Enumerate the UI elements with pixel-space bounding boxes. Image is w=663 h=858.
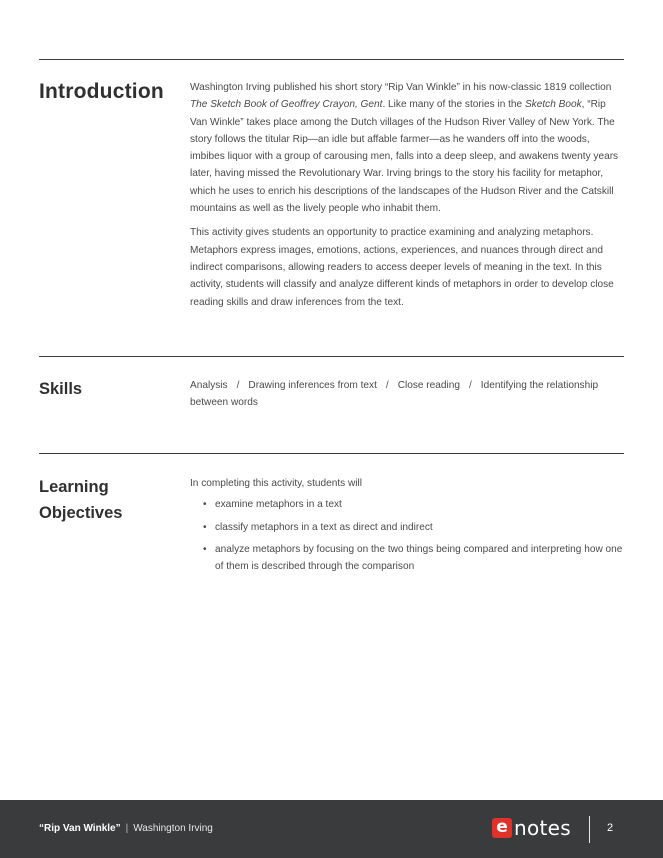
objectives-divider: [39, 453, 624, 454]
enotes-e-icon: e: [492, 818, 512, 838]
skill-separator: /: [468, 380, 472, 391]
skill-item: Identifying the relationship between words: [190, 380, 599, 409]
intro-text-a: Washington Irving published his short story “Rip Van Winkle” in his now-classic 1819 collection: [190, 82, 612, 93]
page-footer: [0, 800, 663, 858]
introduction-paragraph-1: [190, 79, 624, 217]
objectives-body: [190, 475, 624, 580]
skills-heading: Skills: [39, 380, 83, 398]
intro-book-title: The Sketch Book of Geoffrey Crayon, Gent: [190, 99, 383, 111]
intro-text-c: , “Rip Van Winkle” takes place among the Dutch villages of the Hudson River Valley of New York. The story follows the titular Rip—an idle but affable farmer—as he wanders off into the woods, imbibes liquor with a group of carousing men, falls into a deep sleep, and awakens twenty years later, having missed the Revolutionary War. Irving brings to the story his facility for metaphor, which he uses to enrich his descriptions of the landscapes of the Hudson River and the Catskill mountains as well as the lively people who inhabit them.: [190, 99, 619, 215]
footer-story-title: “Rip Van Winkle”: [39, 823, 121, 834]
introduction-paragraph-2: This activity gives students an opportunity to practice examining and analyzing metaphors. Metaphors express images, emotions, actions, experiences, and nuances through direct and indirect comparisons, allowing readers to access deeper levels of meaning in the text. In this activity, students will classify and analyze different kinds of metaphors in order to develop close reading skills and draw inferences from the text.: [190, 227, 614, 308]
skill-separator: /: [385, 380, 389, 391]
objectives-heading-line-2: Objectives: [39, 504, 123, 522]
intro-text-b: . Like many of the stories in the: [382, 99, 525, 111]
introduction-body: [190, 79, 624, 311]
intro-sketch-book: Sketch Book: [524, 99, 582, 111]
skill-item: Drawing inferences from text: [248, 380, 377, 391]
objectives-heading-line-1: Learning: [39, 478, 109, 496]
top-divider: [39, 59, 624, 60]
footer-divider: [589, 816, 590, 843]
page-number: 2: [607, 822, 614, 834]
objectives-list: [190, 496, 624, 575]
skills-body: [190, 377, 624, 412]
enotes-logo: [492, 817, 571, 839]
objectives-intro: In completing this activity, students will: [190, 478, 363, 489]
skill-separator: /: [236, 380, 240, 391]
list-item: [203, 541, 624, 576]
objective-text: analyze metaphors by focusing on the two things being compared and interpreting how one of them is described through the comparison: [215, 543, 623, 573]
list-item: [203, 496, 624, 513]
objective-text: examine metaphors in a text: [215, 499, 342, 511]
enotes-wordmark: notes: [514, 816, 571, 840]
objectives-heading: [39, 474, 122, 526]
bullet: •: [203, 499, 207, 511]
footer-pipe: |: [125, 823, 129, 834]
skills-divider: [39, 356, 624, 357]
bullet: •: [203, 543, 207, 555]
objective-text: classify metaphors in a text as direct and indirect: [215, 521, 433, 533]
list-item: [203, 519, 624, 536]
introduction-heading: Introduction: [39, 80, 164, 103]
bullet: •: [203, 521, 207, 533]
skills-list: [190, 377, 624, 412]
skill-item: Analysis: [190, 380, 228, 391]
footer-author: Washington Irving: [133, 823, 213, 834]
footer-title: [39, 823, 213, 834]
skill-item: Close reading: [397, 380, 460, 391]
